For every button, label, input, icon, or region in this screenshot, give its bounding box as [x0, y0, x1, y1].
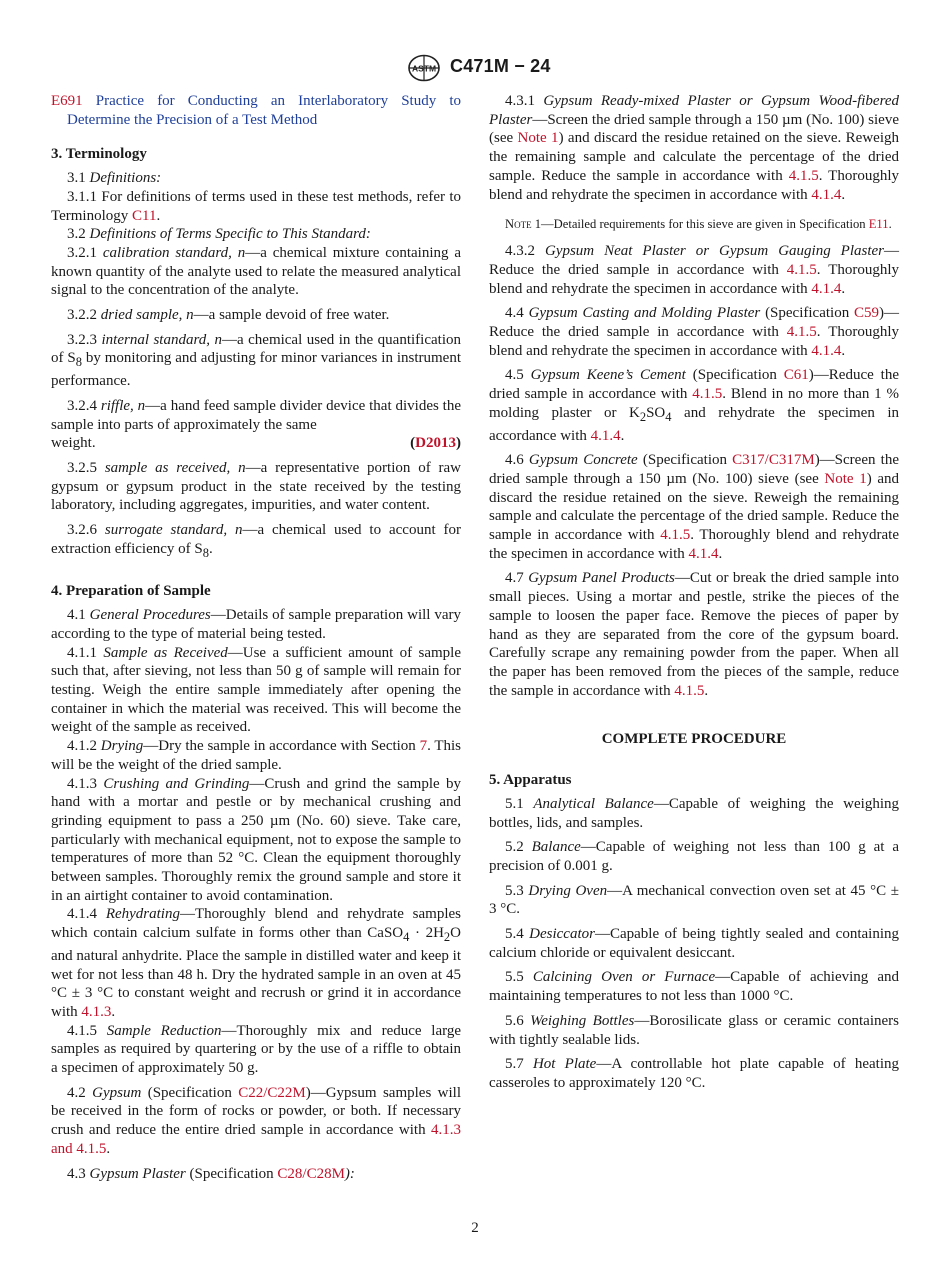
para-4-3-1: 4.3.1 Gypsum Ready-mixed Plaster or Gypsum Wood-fibered Plaster—Screen the dried sample through a 150 µm (No. 100) sieve (see Note 1) and discard the residue retained on the sieve. Reweigh the remaining sample and calculate the percentage of the dried sample. Reduce the sample in accordance with 4.1.5. Thoroughly blend and rehydrate the specimen in accordance with 4.1.4.	[489, 93, 900, 203]
link-4-1-4[interactable]: 4.1.4	[811, 342, 842, 359]
para-4-1: 4.1 General Procedures—Details of sample preparation will vary according to the type of material being tested.	[51, 607, 462, 642]
section-3-heading: 3. Terminology	[51, 146, 147, 163]
link-c22[interactable]: C22/C22M	[238, 1084, 306, 1101]
link-4-1-5[interactable]: 4.1.5	[660, 527, 691, 544]
para-4-1-4: 4.1.4 Rehydrating—Thoroughly blend and rehydrate samples which contain calcium sulfate in forms other than CaSO$_4$ · $2H_2O$ and natural anhydrite. Place the sample in distilled water and keep it wet for not less than 48 h. Dry the hydrated sample in an oven at 45 °C ± 3 °C to constant weight and recrush or grind it in accordance with 4.1.3.	[51, 906, 462, 1020]
note-1: Note 1—Detailed requirements for this sieve are given in Specification E11.	[505, 217, 892, 232]
right-column	[489, 92, 899, 1093]
link-4-1-5[interactable]: 4.1.5	[786, 324, 817, 341]
para-4-4: 4.4 Gypsum Casting and Molding Plaster (Specification C59)—Reduce the dried sample in accordance with 4.1.5. Thoroughly blend and rehydrate the specimen in accordance with 4.1.4.	[489, 305, 900, 359]
para-3-2-1: 3.2.1 calibration standard, n—a chemical mixture containing a known quantity of the analyte used to relate the measured analytical signal to the concentration of the analyte.	[51, 244, 462, 299]
link-4-1-3[interactable]: 4.1.3	[81, 1003, 112, 1020]
page-header	[0, 54, 950, 84]
para-5-5: 5.5 Calcining Oven or Furnace—Capable of achieving and maintaining temperatures to not less than 1000 °C.	[489, 969, 900, 1005]
link-4-1-5[interactable]: 4.1.5	[674, 682, 705, 699]
para-4-6: 4.6 Gypsum Concrete (Specification C317/C317M)—Screen the dried sample through a 150 µm (No. 100) sieve (see Note 1) and discard the residue retained on the sieve. Reweigh the remaining sample and calculate the percentage of the dried sample. Reduce the sample in accordance with 4.1.5. Thoroughly blend and rehydrate the specimen in accordance with 4.1.4.	[489, 452, 900, 562]
para-5-3: 5.3 Drying Oven—A mechanical convection oven set at 45 °C ± 3 °C.	[489, 882, 899, 918]
section-4-heading: 4. Preparation of Sample	[51, 583, 211, 600]
para-4-2: 4.2 Gypsum (Specification C22/C22M)—Gypsum samples will be received in the form of rocks or powder, or both. If necessary crush and reduce the entire dried sample in accordance with 4.1.3 and 4.1.5.	[51, 1084, 462, 1157]
link-section-7[interactable]: 7	[419, 738, 428, 755]
link-4-1-3-and-4-1-5[interactable]: 4.1.3 and 4.1.5	[51, 1122, 462, 1157]
link-c28[interactable]: C28/C28M	[277, 1165, 345, 1182]
para-3-2-4: 3.2.4 riffle, n—a hand feed sample divider device that divides the sample into parts of approximately the same	[51, 397, 462, 433]
para-5-4: 5.4 Desiccator—Capable of being tightly sealed and containing calcium chloride or equivalent desiccant.	[489, 926, 899, 961]
link-4-1-4[interactable]: 4.1.4	[811, 280, 842, 297]
section-5-heading: 5. Apparatus	[489, 772, 572, 789]
para-3-2-6: 3.2.6 surrogate standard, n—a chemical used to account for extraction efficiency of $S_8$.	[51, 522, 461, 560]
para-5-7: 5.7 Hot Plate—A controllable hot plate capable of heating casseroles to approximately 120 °C.	[489, 1056, 900, 1091]
svg-text:ASTM: ASTM	[411, 63, 437, 74]
para-3-1: 3.1 Definitions:	[67, 170, 162, 187]
para-4-1-3: 4.1.3 Crushing and Grinding—Crush and grind the sample by hand with a mortar and pestle or by mechanical crushing and grinding equipment to pass a 250 µm (No. 60) sieve. Take care, particularly with mechanical equipment, not to expose the sample to temperatures of more than 52 °C. Clean the equipment thoroughly between samples. Thoroughly remix the ground sample and store it in an airtight container to avoid contamination.	[51, 775, 462, 904]
para-4-3: 4.3 Gypsum Plaster (Specification C28/C28M):	[67, 1165, 355, 1182]
para-4-5: 4.5 Gypsum Keene’s Cement (Specification C61)—Reduce the dried sample in accordance with 4.1.5. Blend in no more than 1 % molding plaster or $K_2SO_4$ and rehydrate the specimen in accordance with 4.1.4.	[489, 367, 900, 444]
para-3-1-1: 3.1.1 For definitions of terms used in these test methods, refer to Terminology C11.	[51, 188, 461, 224]
link-e11[interactable]: E11	[868, 217, 889, 232]
para-3-2-3: 3.2.3 internal standard, n—a chemical used in the quantification of $S_8$ by monitoring and adjusting for minor variances in instrument performance.	[51, 331, 461, 390]
link-c61[interactable]: C61	[783, 367, 809, 384]
ref-title[interactable]: Practice for Conducting an Interlaboratory Study to Determine the Precision of a Test Method	[67, 93, 461, 128]
document-designation: C471M − 24	[450, 56, 551, 76]
link-d2013[interactable]: D2013	[415, 435, 456, 452]
link-c11[interactable]: C11	[132, 207, 157, 224]
para-4-1-1: 4.1.1 Sample as Received—Use a sufficient amount of sample such that, after sieving, not less than 50 g of sample will remain for testing. Weigh the entire sample immediately after opening the container in which the material was received. This will become the weight of the sample as received.	[51, 644, 461, 736]
link-note-1[interactable]: Note 1	[824, 470, 867, 487]
link-c317[interactable]: C317/C317M	[732, 452, 815, 469]
para-3-2-4-end: weight. (D2013)	[51, 435, 461, 452]
para-5-2: 5.2 Balance—Capable of weighing not less than 100 g at a precision of 0.001 g.	[489, 839, 899, 874]
para-4-1-5: 4.1.5 Sample Reduction—Thoroughly mix and reduce large samples as required by quartering or by the use of a riffle to obtain a specimen of approximately 50 g.	[51, 1022, 462, 1077]
para-4-3-2: 4.3.2 Gypsum Neat Plaster or Gypsum Gauging Plaster—Reduce the dried sample in accordance with 4.1.5. Thoroughly blend and rehydrate the specimen in accordance with 4.1.4.	[489, 243, 900, 297]
link-c59[interactable]: C59	[854, 305, 880, 322]
link-4-1-4[interactable]: 4.1.4	[688, 545, 719, 562]
link-4-1-4[interactable]: 4.1.4	[590, 427, 621, 444]
complete-procedure-heading: COMPLETE PROCEDURE	[601, 731, 787, 748]
para-4-7: 4.7 Gypsum Panel Products—Cut or break the dried sample into small pieces. Using a mortar and pestle, strike the pieces of the sample to loosen the paper face. Remove the pieces of paper by hand as they are separated from the core of the gypsum board. Carefully scrape any remaining powder from the paper. When all the paper has been removed from the pieces of the sample, reduce the sample in accordance with 4.1.5.	[489, 570, 899, 699]
para-3-2-2: 3.2.2 dried sample, n—a sample devoid of free water.	[67, 307, 390, 324]
astm-logo-icon	[406, 54, 442, 82]
para-3-2-5: 3.2.5 sample as received, n—a representative portion of raw gypsum or gypsum product in the state received by the testing laboratory, including aggregates, impurities, and water content.	[51, 459, 462, 514]
reference-e691	[51, 92, 461, 129]
link-4-1-5[interactable]: 4.1.5	[786, 261, 817, 278]
page-number: 2	[471, 1220, 479, 1236]
link-note-1[interactable]: Note 1	[517, 130, 559, 147]
para-5-6: 5.6 Weighing Bottles—Borosilicate glass or ceramic containers with tightly sealable lids.	[489, 1012, 899, 1048]
para-4-1-2: 4.1.2 Drying—Dry the sample in accordance with Section 7. This will be the weight of the dried sample.	[51, 738, 462, 773]
link-4-1-5[interactable]: 4.1.5	[788, 167, 819, 184]
left-column	[51, 92, 461, 1183]
para-5-1: 5.1 Analytical Balance—Capable of weighing the weighing bottles, lids, and samples.	[489, 795, 899, 831]
link-4-1-5[interactable]: 4.1.5	[692, 386, 723, 403]
link-4-1-4[interactable]: 4.1.4	[811, 186, 842, 203]
para-3-2: 3.2 Definitions of Terms Specific to This Standard:	[67, 226, 371, 243]
ref-code[interactable]: E691	[51, 93, 83, 109]
